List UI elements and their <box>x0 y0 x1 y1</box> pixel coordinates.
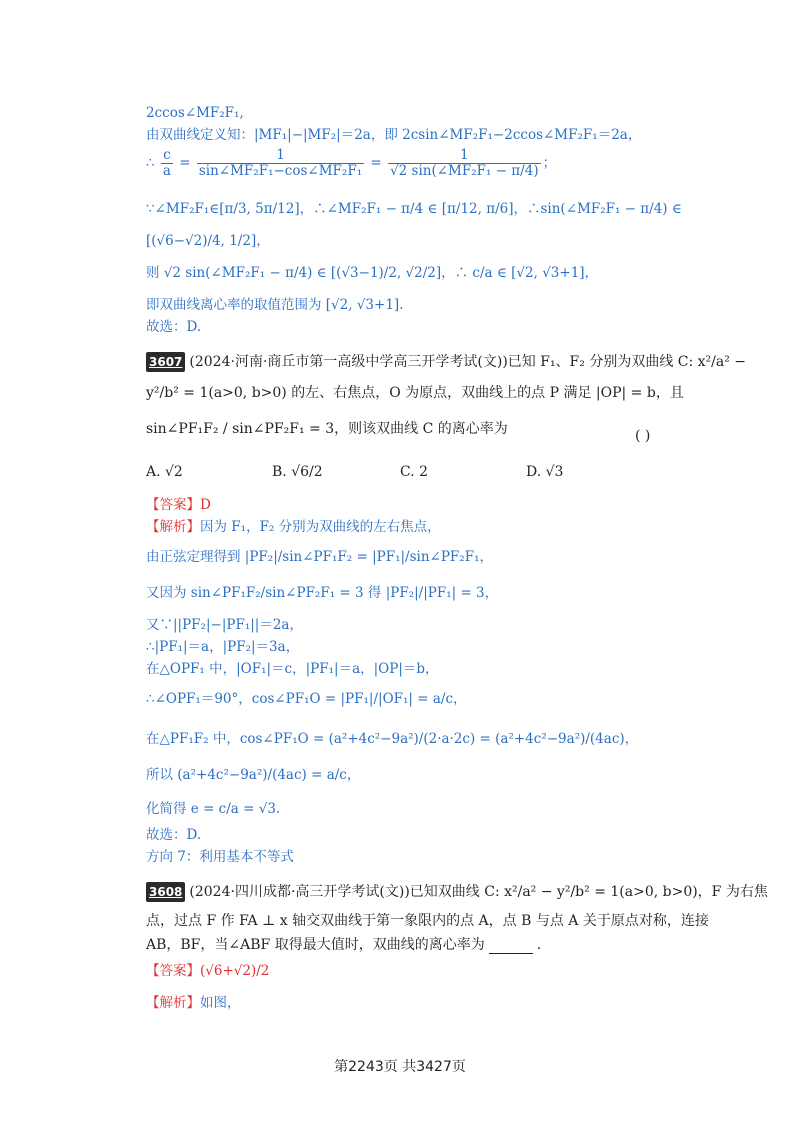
option-a: A. √2 <box>146 464 183 480</box>
solution-line: 则 √2 sin(∠MF₂F₁ − π/4) ∈ [(√3−1)/2, √2/2]，∴ c/a ∈ [√2, √3+1]， <box>146 265 599 281</box>
question-3608-line1: 3608 (2024·四川成都·高三开学考试(文))已知双曲线 C: x²/a² − y²/b² = 1(a>0, b>0)，F 为右焦 <box>146 882 768 902</box>
answer-blank <box>489 941 533 954</box>
option-b: B. √6/2 <box>272 464 323 480</box>
option-d: D. √3 <box>526 464 564 480</box>
analysis-line: 【解析】因为 F₁，F₂ 分别为双曲线的左右焦点， <box>146 519 441 535</box>
page-footer: 第2243页 共3427页 <box>334 1059 466 1075</box>
analysis-line: 【解析】如图， <box>146 995 241 1011</box>
question-3607-line1: 3607 (2024·河南·商丘市第一高级中学高三开学考试(文))已知 F₁、F₂ 分别为双曲线 C: x²/a² − <box>146 352 746 372</box>
solution-line: 2ccos∠MF₂F₁, <box>146 105 244 121</box>
option-c: C. 2 <box>400 464 429 480</box>
answer-value: D <box>200 497 211 513</box>
analysis-tag: 【解析】 <box>146 995 200 1011</box>
question-3607-line3: sin∠PF₁F₂ / sin∠PF₂F₁ = 3，则该双曲线 C 的离心率为 <box>146 421 508 437</box>
analysis-line: 又因为 sin∠PF₁F₂/sin∠PF₂F₁ = 3 得 |PF₂|/|PF₁| = 3， <box>146 585 499 601</box>
question-3608-line2: 点，过点 F 作 FA ⊥ x 轴交双曲线于第一象限内的点 A，点 B 与点 A 关于原点对称，连接 <box>146 913 709 929</box>
solution-line: ∴ $\frac{c}{a}$ = $\frac{1}{\text{sin∠MF₂F₁−cos∠MF₂F₁}}$ = $\frac{1}{\text{√2 sin(∠MF₂F₁ − π/4)}}$ ； <box>146 147 557 179</box>
analysis-line: 由正弦定理得到 |PF₂|/sin∠PF₁F₂ = |PF₁|/sin∠PF₂F₁， <box>146 549 493 565</box>
solution-line: ∵∠MF₂F₁∈[π/3, 5π/12]，∴∠MF₂F₁ − π/4 ∈ [π/12, π/6]，∴sin(∠MF₂F₁ − π/4) ∈ <box>146 201 682 217</box>
solution-line: 即双曲线离心率的取值范围为 [√2, √3+1]. <box>146 297 404 313</box>
answer-line <box>146 962 269 980</box>
question-number-badge: 3608 <box>146 882 185 902</box>
answer-tag: 【答案】 <box>146 963 200 979</box>
analysis-line: 在△PF₁F₂ 中，cos∠PF₁O = (a²+4c²−9a²)/(2·a·2c) = (a²+4c²−9a²)/(4ac)， <box>146 731 639 747</box>
analysis-line: ∴|PF₁|＝a，|PF₂|＝3a， <box>146 639 300 655</box>
analysis-line: 在△OPF₁ 中，|OF₁|＝c，|PF₁|＝a，|OP|＝b， <box>146 661 439 677</box>
answer-paren: ( ) <box>635 428 651 444</box>
analysis-line: 化简得 e = c/a = √3. <box>146 801 281 817</box>
answer-line <box>146 496 211 514</box>
question-3608-line3: AB，BF，当∠ABF 取得最大值时，双曲线的离心率为 . <box>146 937 542 953</box>
answer-value: (√6+√2)/2 <box>200 963 270 979</box>
section-heading: 方向 7：利用基本不等式 <box>146 849 294 865</box>
solution-line: [(√6−√2)/4, 1/2]， <box>146 233 270 249</box>
analysis-line: ∴∠OPF₁＝90°，cos∠PF₁O = |PF₁|/|OF₁| = a/c， <box>146 691 467 707</box>
solution-line: 故选：D. <box>146 319 202 335</box>
analysis-line: 又∵||PF₂|−|PF₁||＝2a， <box>146 617 303 633</box>
solution-line: 由双曲线定义知：|MF₁|−|MF₂|＝2a，即 2csin∠MF₂F₁−2ccos∠MF₂F₁＝2a， <box>146 127 642 143</box>
answer-tag: 【答案】 <box>146 497 200 513</box>
question-number-badge: 3607 <box>146 352 185 372</box>
question-3607-line2: y²/b² = 1(a>0, b>0) 的左、右焦点，O 为原点，双曲线上的点 P 满足 |OP| = b，且 <box>146 385 684 401</box>
analysis-line: 所以 (a²+4c²−9a²)/(4ac) = a/c， <box>146 767 361 783</box>
analysis-tag: 【解析】 <box>146 519 200 535</box>
analysis-line: 故选：D. <box>146 827 202 843</box>
